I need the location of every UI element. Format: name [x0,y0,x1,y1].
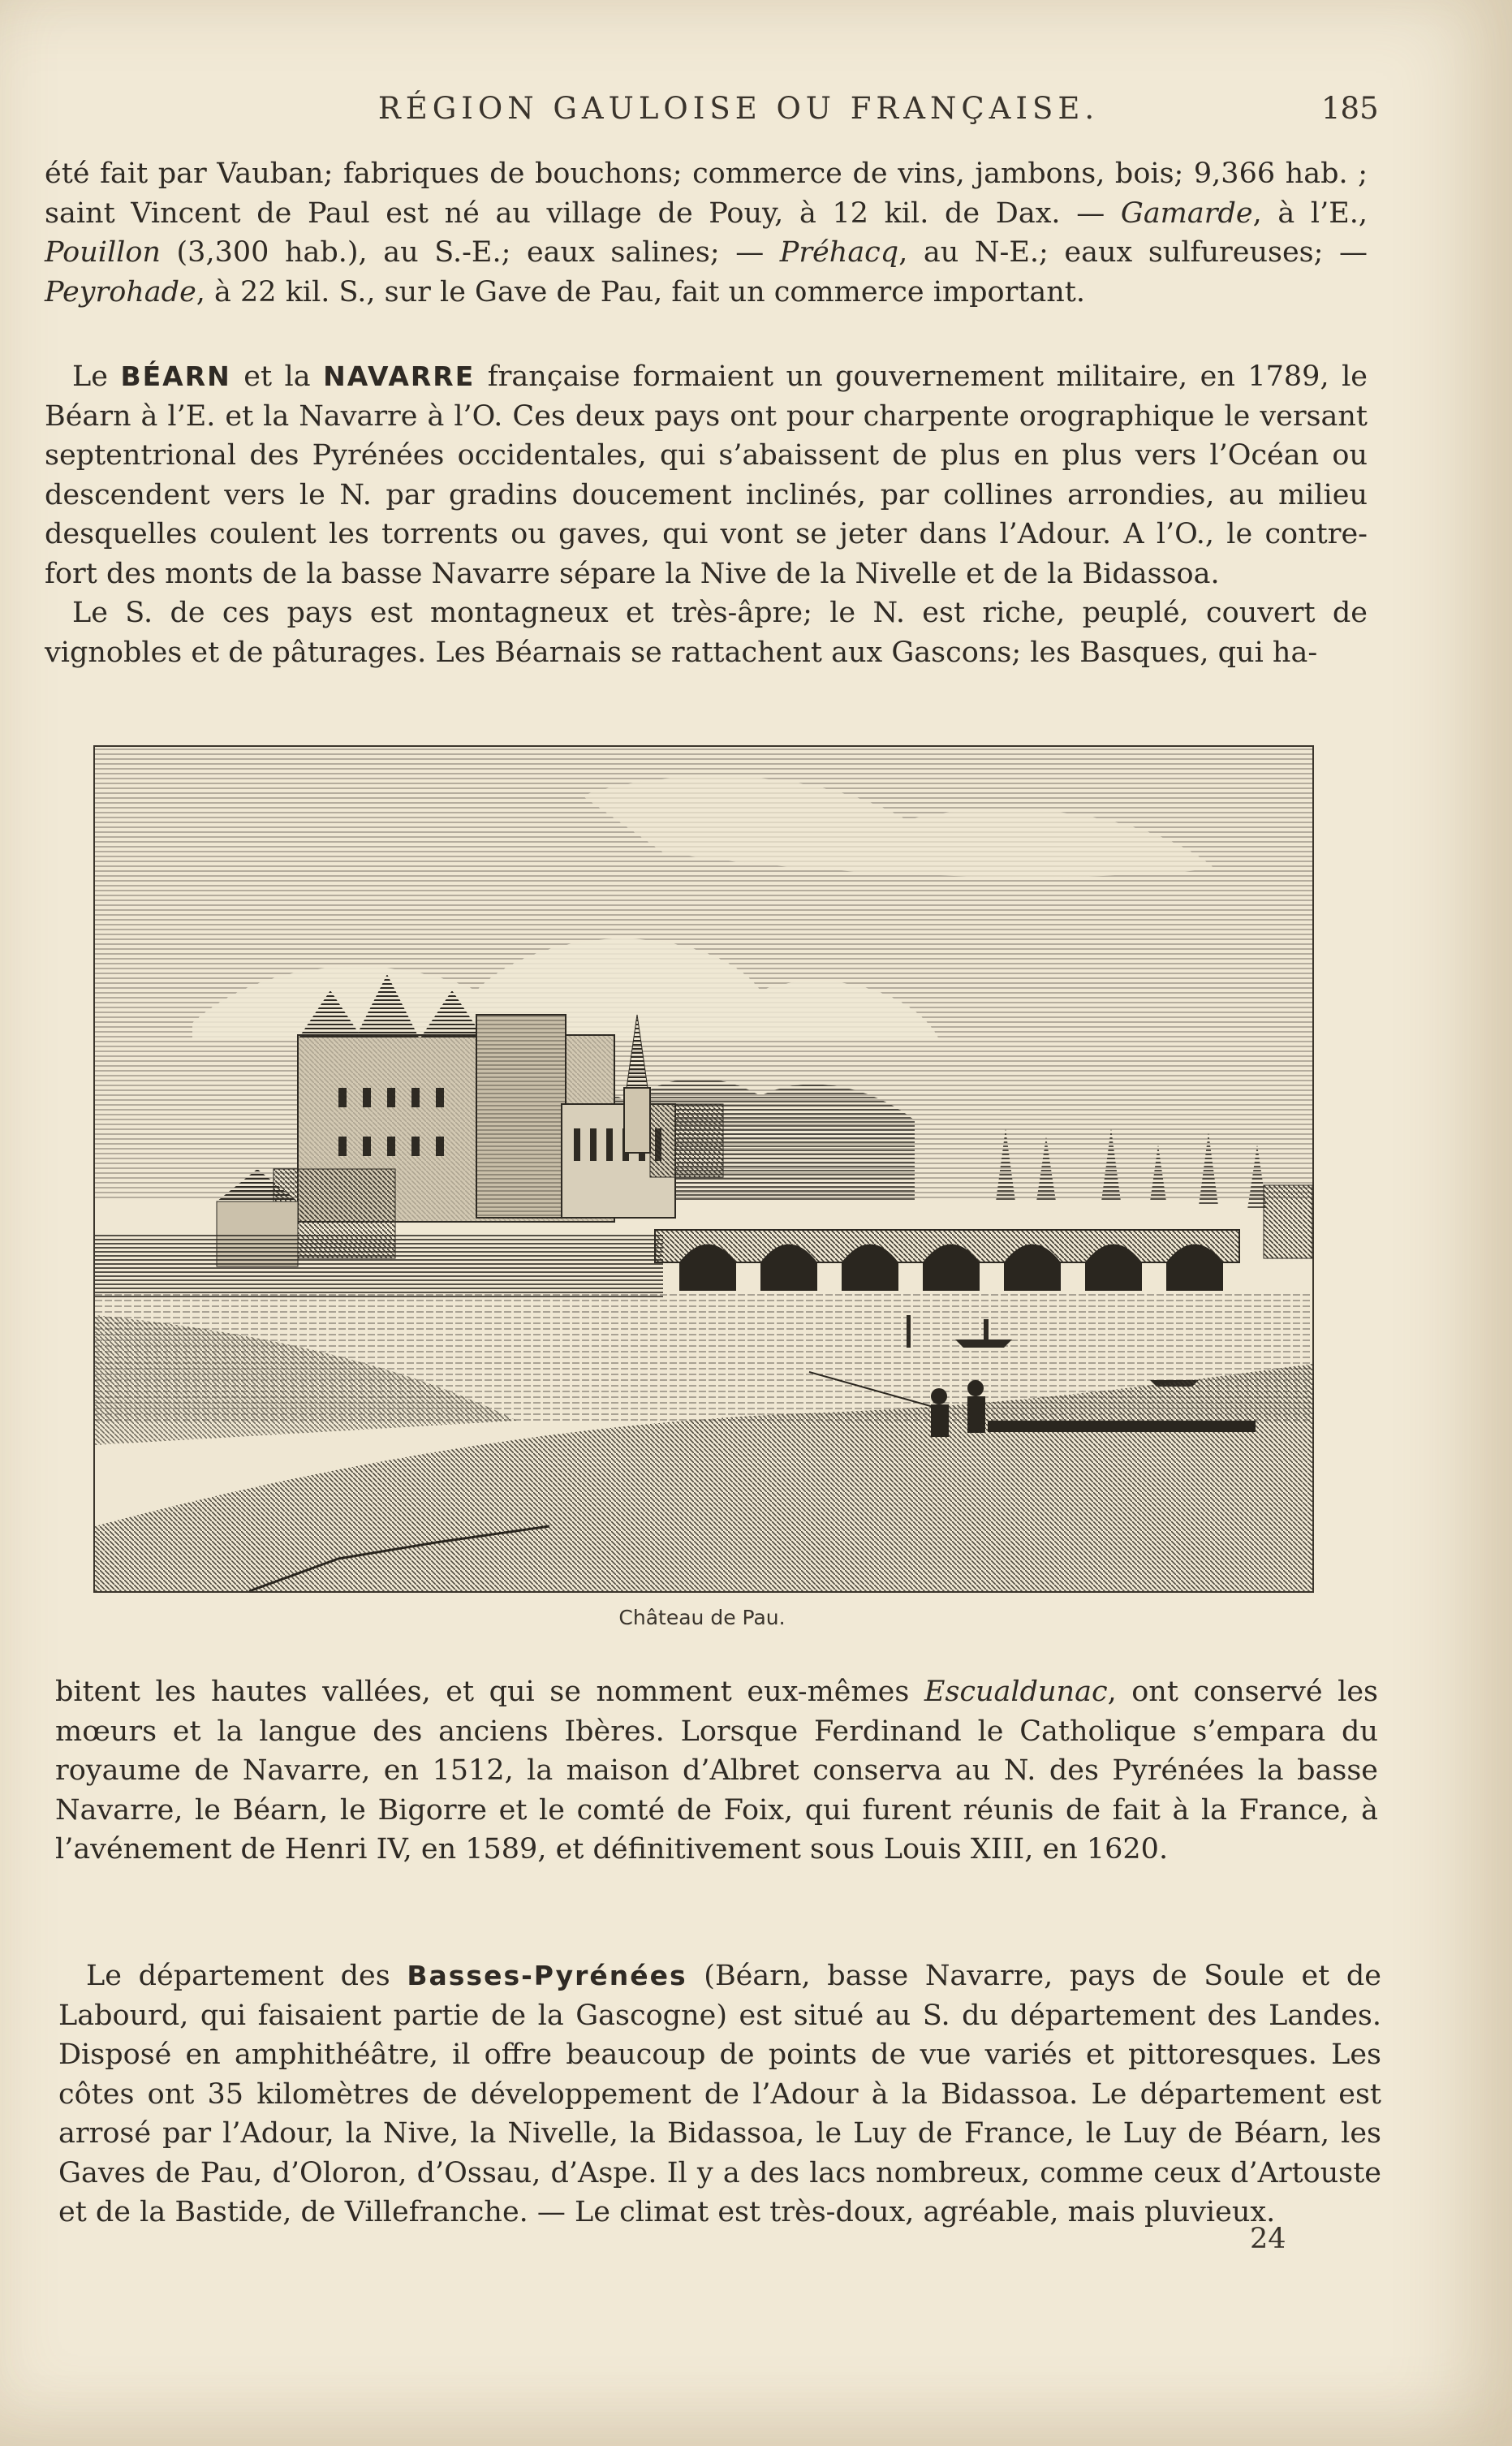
text-run: , au N-E.; eaux sulfureuses; — [898,236,1368,269]
place-name: Préhacq [779,236,899,269]
text-run: (3,300 hab.), au S.-E.; eaux salines; — [160,236,780,269]
running-header: RÉGION GAULOISE OU FRANÇAISE. [377,91,1100,126]
page-number: 185 [1321,91,1379,126]
paragraph-landes-end [45,154,1368,312]
place-name: Gamarde [1120,196,1253,230]
place-name: Peyrohade [45,275,196,308]
text-run: bitent les hautes vallées, et qui se nomment eux-mêmes [55,1676,924,1708]
text-run: et la [230,360,324,393]
region-name-navarre: NAVARRE [323,360,476,392]
paragraph-basques [55,1672,1378,1870]
bridge [655,1230,1239,1291]
text-run: (Béarn, basse Navarre, pays de Soule et de Labourd, qui faisaient partie de la Gascogne) est situé au S. du département des Landes. Disposé en amphithéâtre, il offre beaucoup de points de vue variés et pittoresques. Les côtes ont 35 kilomètres de développement de l’Adour à la Bidassoa. Le département est arrosé par l’Adour, la Nive, la Nivelle, la Bidassoa, le Luy de France, le Luy de Béarn, les Gaves de Pau, d’Oloron, d’Ossau, d’Aspe. Il y a des lacs nombreux, comme ceux d’Artouste et de la Bastide, de Villefranche. — Le climat est très-doux, agréable, mais pluvieux. [58,1960,1381,2228]
region-name-bearn: BÉARN [120,360,231,392]
figure-caption: Château de Pau. [618,1606,786,1629]
department-name: Basses-Pyrénées [407,1960,687,1991]
engraving-illustration [95,747,1312,1591]
text-run: été fait par Vauban; fabriques de bouchons; commerce de vins, jambons, bois; 9,366 hab. ; saint Vincent de Paul est né au village de Pouy, à 12 kil. de Dax. — [45,157,1368,230]
text-run: , ont conservé les mœurs et la langue des anciens Ibères. Lorsque Ferdinand le Catholique s’empara du royaume de Navarre, en 1512, la maison d’Albret conserva au N. des Pyrénées la basse Navarre, le Béarn, le Bigorre et le comté de Foix, qui furent réunis de fait à la France, à l’avénement de Henri IV, en 1589, et définitivement sous Louis XIII, en 1620. [55,1676,1378,1866]
text-run: Le [72,360,121,393]
text-run: Le S. de ces pays est montagneux et très-âpre; le N. est riche, peuplé, couvert de vignobles et de pâturages. Les Béarnais se rattachent aux Gascons; les Basques, qui ha- [45,597,1368,669]
riverbank-left [95,1234,663,1299]
text-run: , à l’E., [1252,196,1368,230]
basque-name: Escualdunac [924,1676,1108,1708]
paragraph-bearn-navarre [45,357,1368,672]
printer-signature-mark: 24 [1250,2223,1286,2255]
engraving-chateau-de-pau [93,745,1314,1593]
place-name: Pouillon [45,236,161,269]
text-run: , à 22 kil. S., sur le Gave de Pau, fait un commerce important. [196,275,1085,308]
text-run: Le département des [86,1960,407,1992]
text-run: française formaient un gouvernement militaire, en 1789, le Béarn à l’E. et la Navarre à l’O. Ces deux pays ont pour charpente orographique le versant septentrional des Pyrénées occidentales, qui s’abaissent de plus en plus vers l’Océan ou descendent vers le N. par gradins doucement inclinés, par collines arrondies, au milieu desquelles coulent les torrents ou gaves, qui vont se jeter dans l’Adour. A l’O., le contre-fort des monts de la basse Navarre sépare la Nive de la Nivelle et de la Bidassoa. [45,360,1368,590]
paragraph-basses-pyrenees [58,1956,1381,2232]
